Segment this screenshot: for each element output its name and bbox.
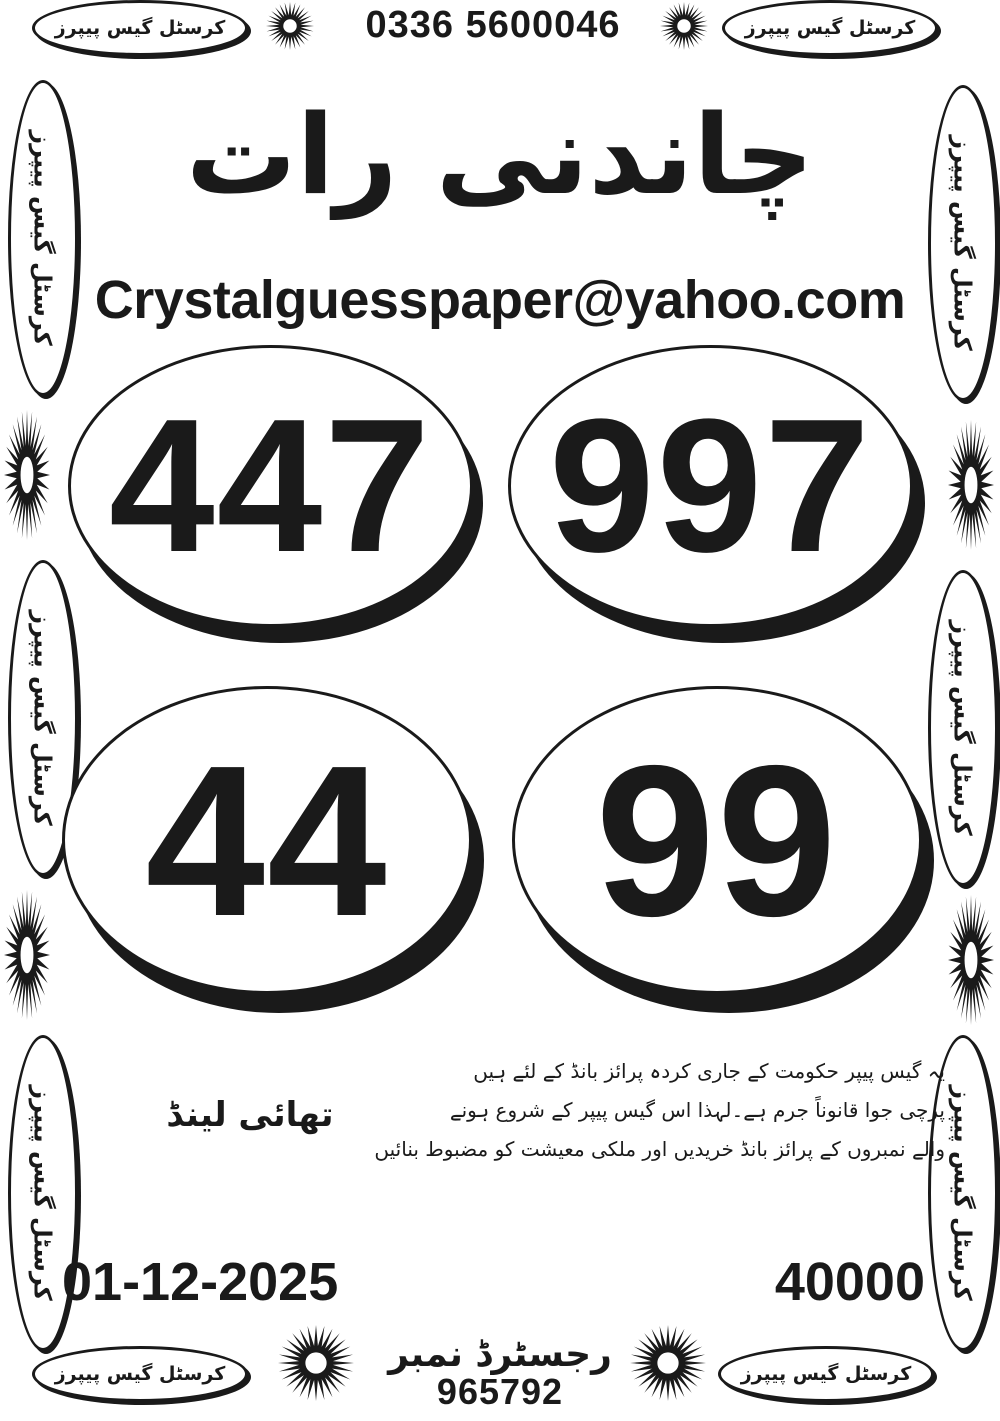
sunburst-icon	[266, 2, 314, 50]
sunburst-center	[21, 457, 34, 493]
lucky-number: 997	[548, 380, 872, 592]
page-title: چاندنی رات	[186, 91, 814, 219]
disclaimer-text	[374, 1052, 945, 1169]
brand-label: کرسٹل گیس پیپرز	[54, 17, 226, 39]
sunburst-vertical-icon	[948, 895, 994, 1025]
disclaimer-line: پرچی جوا قانوناً جرم ہے۔لہذا اس گیس پیپر کے شروع ہونے	[449, 1098, 945, 1122]
brand-pill-bottom-left	[32, 1346, 248, 1402]
brand-label: کرسٹل گیس پیپرز	[744, 17, 916, 39]
side-pill-right-2: کرسٹل گیس پیپرز	[928, 570, 998, 886]
lucky-number: 99	[595, 719, 839, 961]
number-oval-top-right	[508, 345, 930, 645]
sunburst-icon	[278, 1325, 354, 1401]
draw-date: 01-12-2025	[62, 1252, 339, 1312]
sunburst-center	[677, 19, 690, 32]
brand-pill-top-right	[722, 0, 938, 56]
city-label: تھائی لینڈ	[166, 1095, 334, 1135]
number-oval-top-left	[68, 345, 490, 645]
sunburst-center	[965, 942, 978, 978]
brand-pill-bottom-right	[718, 1346, 934, 1402]
sunburst-center	[657, 1352, 678, 1373]
sunburst-icon	[630, 1325, 706, 1401]
brand-label: کرسٹل گیس پیپرز	[740, 1363, 912, 1385]
number-oval-bottom-left	[62, 686, 492, 1016]
sunburst-vertical-icon	[948, 420, 994, 550]
brand-pill-top-left	[32, 0, 248, 56]
sunburst-center	[305, 1352, 326, 1373]
lucky-number: 447	[108, 380, 432, 592]
contact-email: Crystalguesspaper@yahoo.com	[94, 270, 906, 330]
disclaimer-line: والے نمبروں کے پرائز بانڈ خریدیں اور ملکی معیشت کو مضبوط بنائیں	[374, 1137, 945, 1161]
side-pill-right-3: کرسٹل گیس پیپرز	[928, 1035, 998, 1351]
brand-label: کرسٹل گیس پیپرز	[54, 1363, 226, 1385]
registered-number: 965792	[436, 1371, 564, 1412]
lucky-number: 44	[145, 719, 389, 961]
phone-number: 0336 5600046	[365, 4, 621, 46]
bond-amount: 40000	[774, 1252, 925, 1312]
registered-label: رجسٹرڈ نمبر	[388, 1334, 612, 1375]
sunburst-center	[965, 467, 978, 503]
sunburst-icon	[660, 2, 708, 50]
disclaimer-line: یہ گیس پیپر حکومت کے جاری کردہ پرائز بانڈ کے لئے ہیں	[473, 1059, 945, 1083]
side-pill-right-1: کرسٹل گیس پیپرز	[928, 85, 998, 401]
side-pill-left-2: کرسٹل گیس پیپرز	[8, 560, 78, 876]
number-oval-bottom-right	[512, 686, 942, 1016]
sunburst-vertical-icon	[4, 890, 50, 1020]
side-pill-left-3: کرسٹل گیس پیپرز	[8, 1035, 78, 1351]
sunburst-center	[283, 19, 296, 32]
sunburst-vertical-icon	[4, 410, 50, 540]
sunburst-center	[21, 937, 34, 973]
side-pill-left-1: کرسٹل گیس پیپرز	[8, 80, 78, 396]
